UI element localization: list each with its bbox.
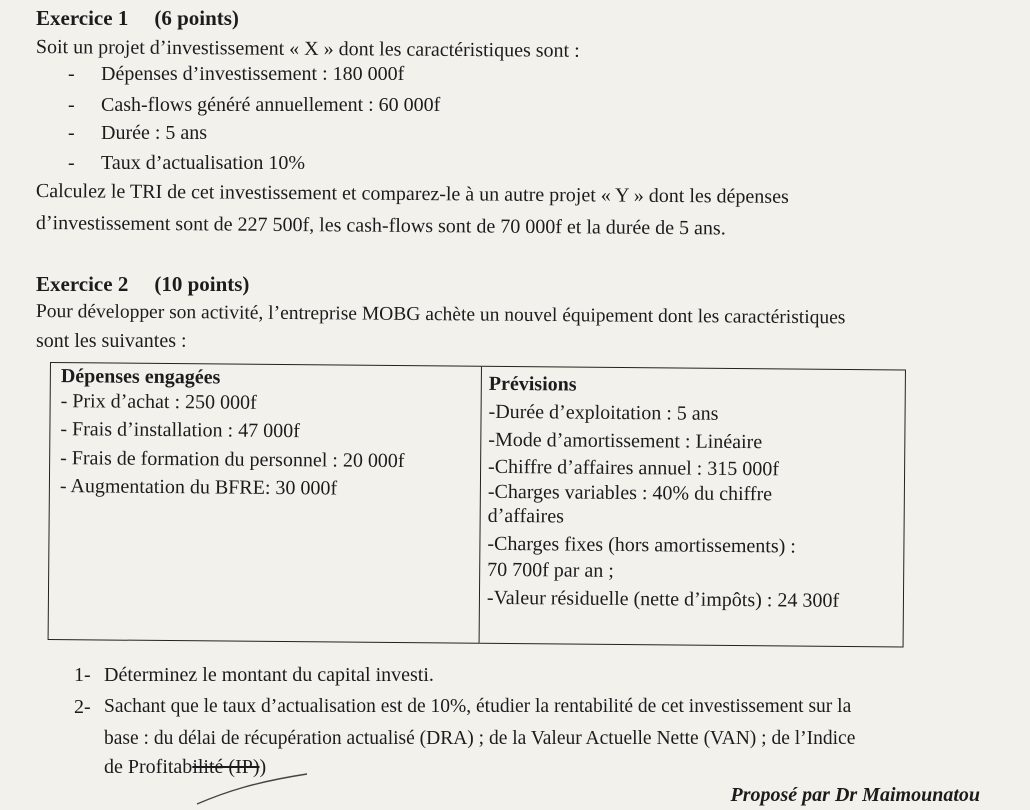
ex2-intro-line-1: Pour développer son activité, l’entreprise MOBG achète un nouvel équipement dont les caractéristiques xyxy=(35,301,846,329)
table-cell: - Frais de formation du personnel : 20 000f xyxy=(60,447,405,473)
table-column-expenses xyxy=(49,363,482,643)
ex1-item: Cash-flows généré annuellement : 60 000f xyxy=(101,94,441,116)
ex1-item-dash: - xyxy=(68,122,75,144)
question-1-text: Déterminez le montant du capital investi. xyxy=(104,664,434,686)
ex2-intro-line-2: sont les suivantes : xyxy=(36,330,187,352)
question-2-number: 2- xyxy=(74,696,91,718)
ex1-item-dash: - xyxy=(68,63,75,85)
ex1-item-dash: - xyxy=(68,94,75,116)
question-1-number: 1- xyxy=(74,664,91,686)
ex1-item-dash: - xyxy=(68,152,75,174)
ex1-title: Exercice 1 xyxy=(36,6,129,30)
ex1-item: Durée : 5 ans xyxy=(101,122,208,144)
ex1-points: (6 points) xyxy=(154,6,239,30)
table-cell: -Valeur résiduelle (nette d’impôts) : 24 300f xyxy=(486,586,840,612)
question-2-line-3-start: de Profitab xyxy=(104,756,193,778)
ex2-title: Exercice 2 xyxy=(36,272,129,296)
table-cell: -Charges variables : 40% du chiffre xyxy=(487,480,773,506)
ex1-heading xyxy=(36,6,239,31)
ex2-points: (10 points) xyxy=(154,272,250,296)
table-cell: - Prix d’achat : 250 000f xyxy=(60,390,257,414)
table-cell: d’affaires xyxy=(487,504,565,528)
table-column-forecasts xyxy=(481,367,903,647)
table-cell: - Frais d’installation : 47 000f xyxy=(60,418,300,443)
question-2-line-1: Sachant que le taux d’actualisation est de 10%, étudier la rentabilité de cet investissement sur la xyxy=(104,696,852,717)
ex1-intro: Soit un projet d’investissement « X » dont les caractéristiques sont : xyxy=(35,36,580,62)
characteristics-table xyxy=(48,362,906,647)
author-signature: Proposé par Dr Maimounatou xyxy=(730,784,980,806)
ex1-item: Taux d’actualisation 10% xyxy=(101,152,306,174)
ex2-heading xyxy=(36,272,249,297)
question-2-line-3-end: ) xyxy=(259,756,267,778)
table-cell: -Chiffre d’affaires annuel : 315 000f xyxy=(488,455,780,481)
table-cell: -Durée d’exploitation : 5 ans xyxy=(488,400,719,425)
table-header-expenses: Dépenses engagées xyxy=(60,365,221,389)
ex1-item: Dépenses d’investissement : 180 000f xyxy=(101,63,405,85)
question-2-line-2: base : du délai de récupération actualisé (DRA) ; de la Valeur Actuelle Nette (VAN) ; de l’Indice xyxy=(104,728,856,749)
pen-stroke-icon xyxy=(195,770,315,806)
table-cell: -Charges fixes (hors amortissements) : xyxy=(487,532,796,558)
table-cell: -Mode d’amortissement : Linéaire xyxy=(488,428,763,454)
ex1-question-line-1: Calculez le TRI de cet investissement et comparez-le à un autre projet « Y » dont les dépenses xyxy=(35,180,789,208)
table-cell: - Augmentation du BFRE: 30 000f xyxy=(59,475,338,500)
ex1-question-line-2: d’investissement sont de 227 500f, les cash-flows sont de 70 000f et la durée de 5 ans. xyxy=(35,212,726,240)
struck-text: ilité (IP) xyxy=(192,756,260,778)
table-cell: 70 700f par an ; xyxy=(487,558,614,582)
table-header-forecasts: Prévisions xyxy=(488,372,577,396)
